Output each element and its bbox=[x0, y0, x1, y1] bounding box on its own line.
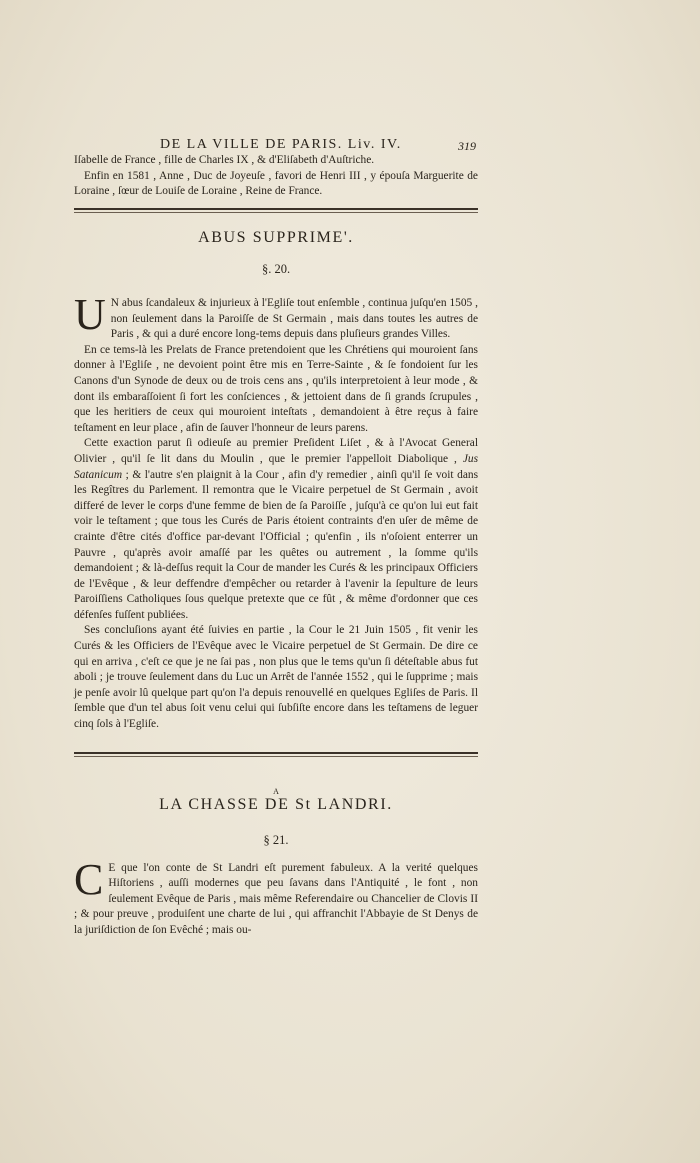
ornament-mark: A bbox=[273, 787, 279, 796]
latin-phrase: Jus Satanicum bbox=[74, 452, 478, 481]
intro-paragraphs bbox=[74, 153, 478, 200]
section-divider bbox=[74, 752, 478, 754]
section-title: LA CHASSE DE St LANDRI. bbox=[159, 796, 393, 813]
section-divider bbox=[74, 208, 478, 210]
section-number: §. 20. bbox=[261, 262, 291, 276]
paragraph: N abus ſcandaleux & injurieux à l'Egliſe tout enſemble , continua juſqu'en 1505 , non ſeulement dans la Paroiſſe de St Germain , mais dans toutes les autres de Paris , & qui a duré encore long-tems depuis dans pluſieurs grandes Villes. bbox=[110, 297, 478, 341]
section-body bbox=[74, 833, 478, 939]
section-title: ABUS SUPPRIME'. bbox=[198, 229, 354, 246]
paragraph: En ce tems-là les Prelats de France pretendoient que les Chrétiens qui mouroient ſans donner à l'Egliſe , ne devoient point être mis en Terre-Sainte , & ſe fondoient ſur les Canons d'un Synode de deux ou de trois cens ans , qu'ils interpretoient à leur mode , & dont ils embaraſſoient ſi fort les conſciences , & jettoient dans de ſi grands ſcrupules , que les heritiers de ceux qui mouroient inteſtats , demandoient à être reçus à faire teſtament en leur place , afin de ſauver l'honneur de leurs parens. bbox=[74, 343, 478, 434]
drop-cap: U bbox=[74, 290, 106, 339]
running-title: DE LA VILLE DE PARIS. Liv. IV. bbox=[160, 137, 402, 152]
paragraph: Ses concluſions ayant été ſuivies en partie , la Cour le 21 Juin 1505 , fit venir les Curés & les Officiers de l'Evêque avec le Vicaire perpetuel de St Germain. De dire ce qui en arriva , c'eſt ce que je ne ſai pas , non plus que le tems qu'un ſi déteſtable abus fut aboli ; je trouve ſeulement dans du Luc un Arrêt de l'année 1552 , qui le ſupprime ; mais je penſe avoir lû quelque part qu'on l'a depuis renouvellé en quelques Egliſes de Paris. Il ſemble que d'un tel abus ſoit venu celui qui ſubſiſte encore dans les teſtamens de leguer cinq ſols à l'Egliſe. bbox=[74, 624, 478, 731]
intro-line: Iſabelle de France , fille de Charles IX , & d'Eliſabeth d'Auſtriche. bbox=[74, 154, 375, 166]
drop-cap: C bbox=[74, 854, 104, 904]
section-body bbox=[74, 290, 478, 733]
section-number: § 21. bbox=[263, 833, 289, 847]
paragraph: Cette exaction parut ſi odieuſe au premier Preſident Liſet , & à l'Avocat General Olivier , qu'il ſe lit dans du Moulin , que le premier l'appelloit Diabolique , Jus Satanicum ; & l'autre s'en plaignit à la Cour , afin d'y remedier , ainſi qu'il ſe voit dans les Regîtres du Parlement. Il remontra que le Vicaire perpetuel de St Germain , avoit differé de lever le corps d'une femme de bien de ſa Paroiſſe , juſqu'à ce qu'on lui eut fait voir le teſtament ; que tous les Curés de Paris étoient contraints d'en uſer de même de crainte d'être cités d'office par-devant l'Official ; qu'enfin , ils n'oſoient enterrer un Pauvre , qu'après avoir amaſſé par les quêtes ou autrement , la ſomme qu'ils demandoient ; & là-deſſus requit la Cour de mander les Curés & les principaux Officiers de l'Evêque , & leur deffendre d'empêcher ou retarder à l'avenir la ſepulture de leurs Paroiſſiens Catholiques ſous quelque pretexte que ce fût , & même d'ordonner que ces défenſes fuſſent publiées. bbox=[74, 437, 478, 621]
intro-line: Enfin en 1581 , Anne , Duc de Joyeuſe , favori de Henri III , y épouſa Marguerite de Loraine , ſœur de Louiſe de Loraine , Reine de France. bbox=[74, 169, 478, 198]
page-number: 319 bbox=[458, 139, 476, 153]
paragraph: E que l'on conte de St Landri eſt purement fabuleux. A la verité quelques Hiſtoriens , auſſi modernes que peu ſavans dans l'Antiquité , le font , non ſeulement Evêque de Paris , mais même Referendaire ou Chancelier de Clovis II ; & pour preuve , produiſent une charte de lui , qui affranchit l'Abbayie de St Denys de la juriſdiction de ſon Evêché ; mais ou- bbox=[74, 861, 478, 936]
